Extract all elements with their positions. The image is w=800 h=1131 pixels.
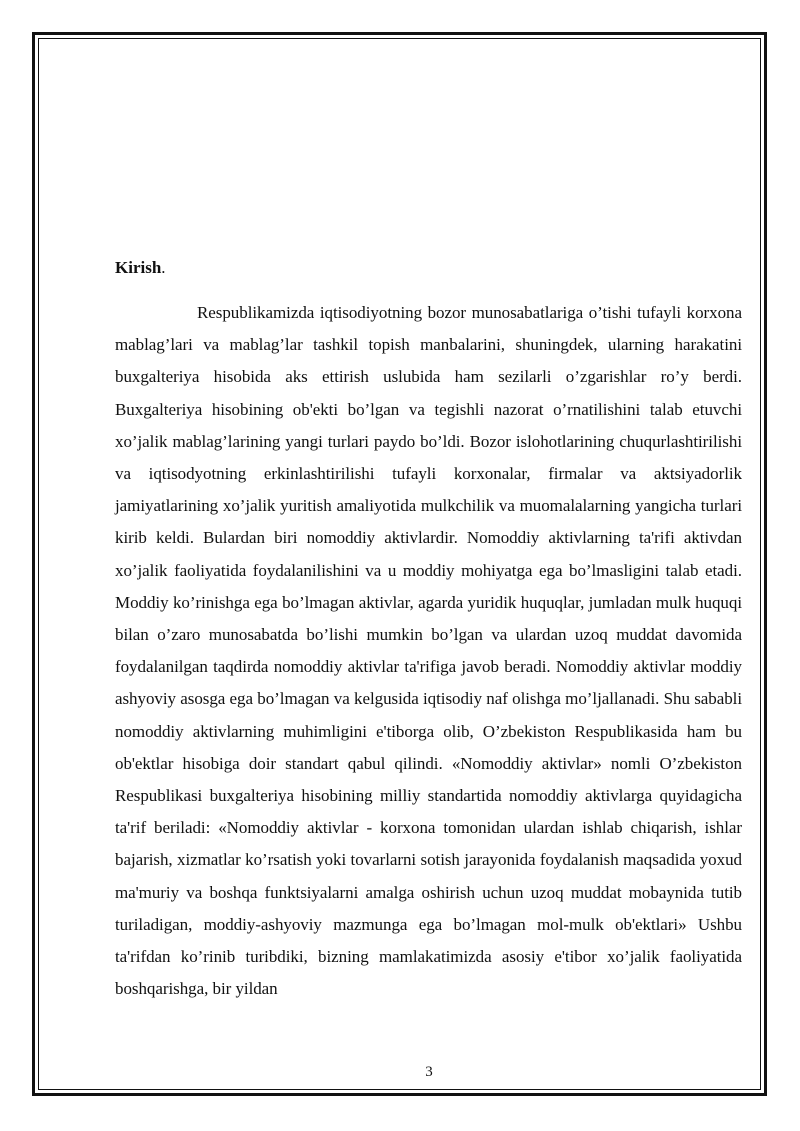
- heading-text: Kirish: [115, 258, 162, 277]
- body-paragraph: Respublikamizda iqtisodiyotning bozor munosabatlariga o’tishi tufayli korxona mablag’lari va mablag’lar tashkil topish manbalarini, shuningdek, ularning harakatini buxgalteriya hisobida aks ettirish uslubida ham sezilarli o’zgarishlar ro’y berdi. Buxgalteriya hisobining ob'ekti bo’lgan va tegishli nazorat o’rnatilishini talab etuvchi xo’jalik mablag’larining yangi turlari paydo bo’ldi. Bozor islohotlarining chuqurlashtirilishi va iqtisodyotning erkinlashtirilishi tufayli korxonalar, firmalar va aktsiyadorlik jamiyatlarining xo’jalik yuritish amaliyotida mulkchilik va muomalalarning yangicha turlari kirib keldi. Bulardan biri nomoddiy aktivlardir. Nomoddiy aktivlarning ta'rifi aktivdan xo’jalik faoliyatida foydalanilishini va u moddiy mohiyatga ega bo’lmasligini talab etadi. Moddiy ko’rinishga ega bo’lmagan aktivlar, agarda yuridik huquqlar, jumladan mulk huquqi bilan o’zaro munosabatda bo’lishi mumkin bo’lgan va ulardan uzoq muddat davomida foydalanilgan taqdirda nomoddiy aktivlar ta'rifiga javob beradi. Nomoddiy aktivlar moddiy ashyoviy asosga ega bo’lmagan va kelgusida iqtisodiy naf olishga mo’ljallanadi. Shu sababli nomoddiy aktivlarning muhimligini e'tiborga olib, O’zbekiston Respublikasida ham bu ob'ektlar hisobiga doir standart qabul qilindi. «Nomoddiy aktivlar» nomli O’zbekiston Respublikasi buxgalteriya hisobining milliy standartida nomoddiy aktivlarga quyidagicha ta'rif beriladi: «Nomoddiy aktivlar - korxona tomonidan ulardan ishlab chiqarish, ishlar bajarish, xizmatlar ko’rsatish yoki tovarlarni sotish jarayonida foydalanish maqsadida yoxud ma'muriy va boshqa funktsiyalarni amalga oshirish uchun uzoq muddat mobaynida tutib turiladigan, moddiy-ashyoviy mazmunga ega bo’lmagan mol-mulk ob'ektlari» Ushbu ta'rifdan ko’rinib turibdiki, bizning mamlakatimizda asosiy e'tibor xo’jalik faoliyatida boshqarishga, bir yildan: [115, 303, 742, 999]
- heading-punctuation: .: [161, 258, 166, 277]
- section-heading: [115, 256, 166, 280]
- page-number: 3: [425, 1064, 433, 1080]
